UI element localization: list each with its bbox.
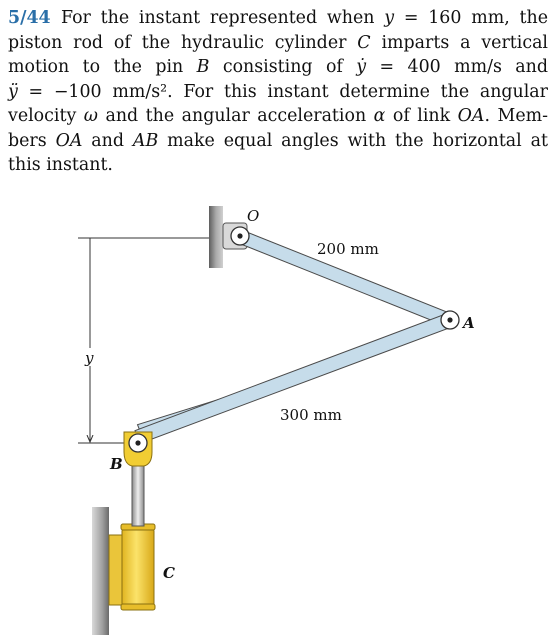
- problem-text: piston rod of the hydraulic cylinder: [8, 32, 358, 53]
- label-c: C: [163, 564, 175, 582]
- problem-text: . Mem-: [484, 106, 548, 126]
- problem-text: consisting of: [209, 57, 357, 77]
- problem-text: = 160 mm, the: [394, 8, 548, 28]
- piston-rod: [132, 463, 144, 526]
- dimension-oa: 200 mm: [317, 240, 379, 258]
- problem-text: α: [373, 106, 386, 126]
- problem-text: bers: [8, 130, 56, 151]
- cylinder-mount: [109, 535, 123, 605]
- problem-text: = 400 mm/s and: [366, 57, 548, 77]
- problem-text: and: [82, 130, 133, 151]
- problem-text: B: [196, 57, 210, 77]
- problem-text: For the instant represented when: [60, 8, 385, 28]
- problem-text: velocity: [8, 106, 84, 126]
- problem-text: ω: [83, 106, 98, 126]
- problem-text: this instant.: [8, 155, 113, 175]
- problem-text: ÿ: [8, 81, 18, 102]
- label-y: y: [85, 349, 94, 367]
- top-wall: [209, 206, 223, 268]
- problem-text: = −100 mm/s². For this instant determine the angular: [17, 81, 548, 102]
- problem-text: AB: [132, 130, 159, 151]
- problem-text: OA: [457, 106, 485, 126]
- problem-text: ẏ: [356, 57, 367, 77]
- problem-text: motion to the pin: [8, 57, 197, 77]
- label-a: A: [463, 314, 475, 332]
- problem-text: OA: [55, 130, 83, 151]
- problem-text: of link: [385, 106, 458, 126]
- left-wall: [92, 507, 109, 635]
- label-o: O: [247, 207, 260, 225]
- problem-text: imparts a vertical: [370, 32, 548, 53]
- problem-text: make equal angles with the horizontal at: [158, 130, 548, 151]
- problem-text: y: [384, 8, 395, 28]
- problem-text: and the angular acceleration: [97, 106, 374, 126]
- dimension-ab: 300 mm: [280, 406, 342, 424]
- problem-text: C: [357, 32, 371, 53]
- hydraulic-cylinder-c: [122, 528, 154, 610]
- problem-number: 5/44: [8, 8, 61, 28]
- label-b: B: [110, 455, 123, 473]
